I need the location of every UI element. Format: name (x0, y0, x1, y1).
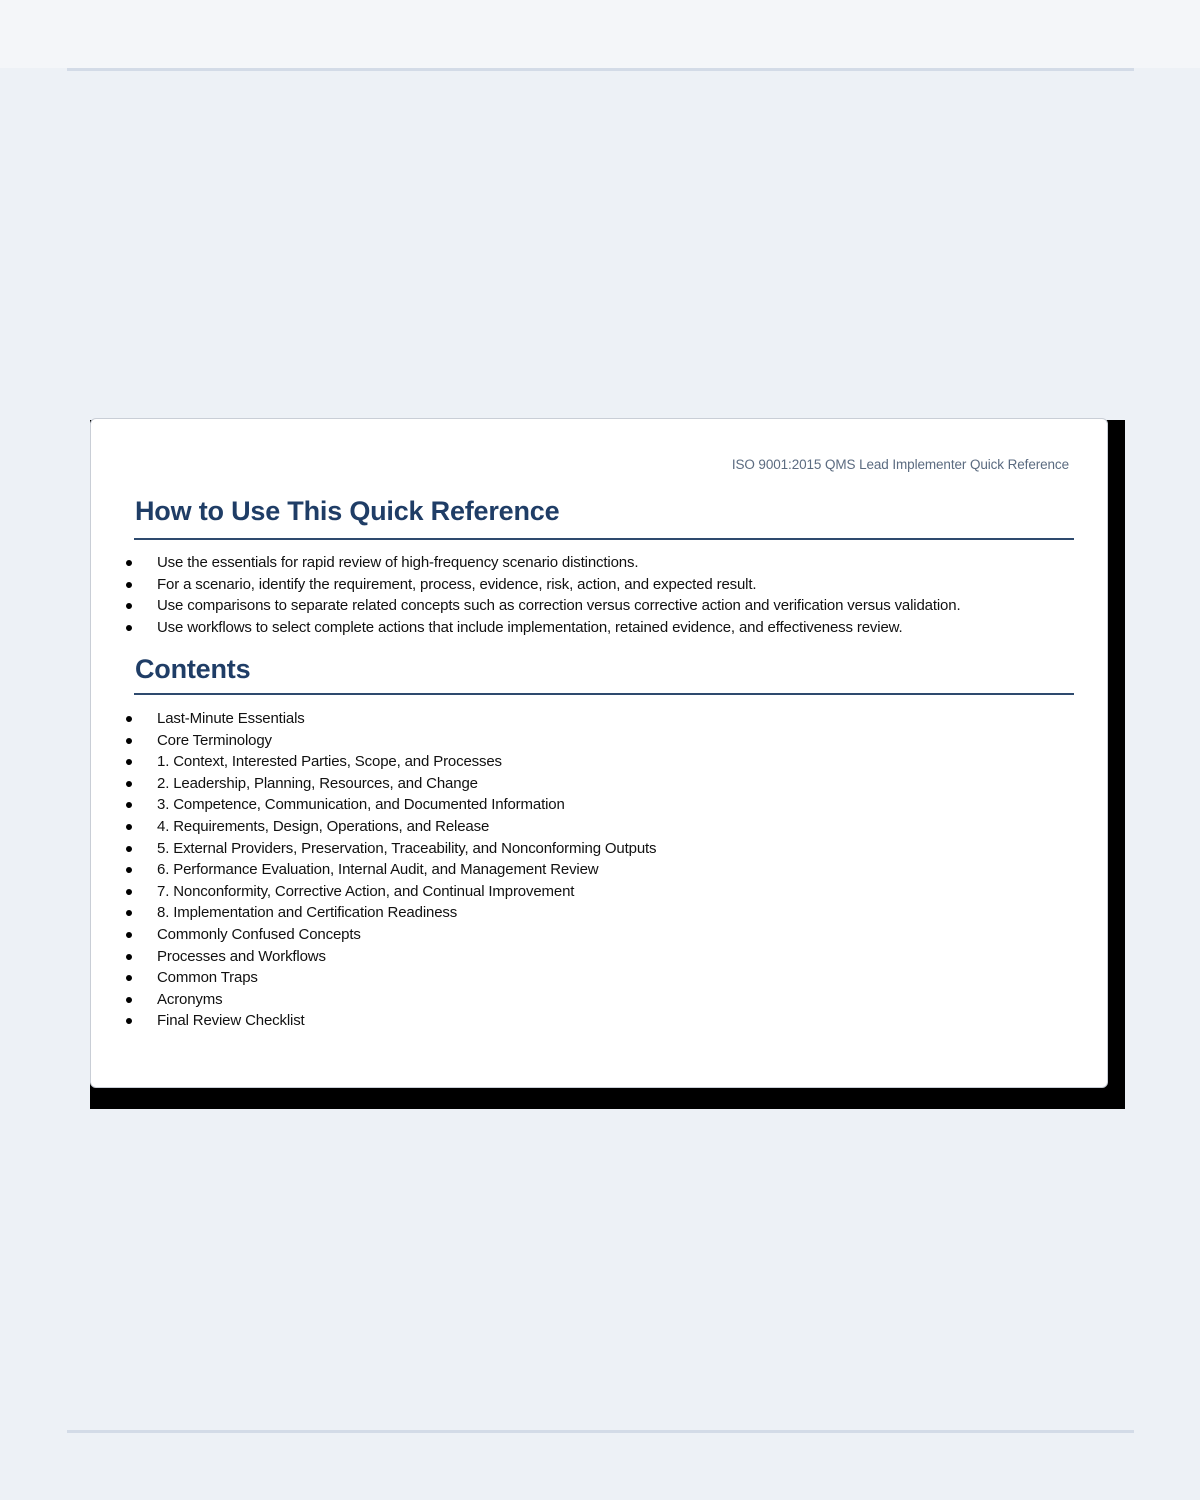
bullet-icon (126, 560, 132, 566)
bullet-icon (126, 867, 132, 873)
how-to-use-item-text: Use workflows to select complete actions that include implementation, retained evidence, and effectiveness review. (157, 618, 903, 636)
document-page (90, 418, 1108, 1088)
contents-item-text: Commonly Confused Concepts (157, 925, 361, 943)
bullet-icon (126, 910, 132, 916)
contents-item[interactable] (91, 881, 656, 903)
how-to-use-item (91, 552, 960, 574)
contents-item-text: Acronyms (157, 990, 223, 1008)
bottom-divider (67, 1430, 1134, 1433)
contents-item[interactable] (91, 989, 656, 1011)
contents-item-text: 5. External Providers, Preservation, Traceability, and Nonconforming Outputs (157, 839, 657, 857)
bullet-icon (126, 759, 132, 765)
contents-item[interactable] (91, 708, 656, 730)
bullet-icon (126, 954, 132, 960)
contents-item-text: Last-Minute Essentials (157, 710, 305, 727)
contents-item[interactable] (91, 773, 656, 795)
contents-heading-rule (134, 693, 1074, 695)
contents-item-text: 4. Requirements, Design, Operations, and Release (157, 817, 490, 835)
viewer-top-bar (0, 0, 1200, 68)
bullet-icon (126, 824, 132, 830)
contents-item-text: Processes and Workflows (157, 947, 326, 965)
how-to-use-item (91, 595, 960, 617)
contents-list (91, 708, 656, 1032)
how-to-use-item-text: Use the essentials for rapid review of high-frequency scenario distinctions. (157, 554, 639, 571)
contents-item[interactable] (91, 902, 656, 924)
contents-item-text: 7. Nonconformity, Corrective Action, and Continual Improvement (157, 882, 575, 900)
contents-item[interactable] (91, 946, 656, 968)
contents-item[interactable] (91, 1010, 656, 1032)
how-to-use-heading-rule (134, 538, 1074, 540)
contents-item-text: Core Terminology (157, 731, 272, 749)
contents-item-text: 1. Context, Interested Parties, Scope, and Processes (157, 753, 502, 771)
bullet-icon (126, 802, 132, 808)
how-to-use-item (91, 617, 960, 639)
contents-item-text: Final Review Checklist (157, 1012, 305, 1030)
contents-item-text: 6. Performance Evaluation, Internal Audit, and Management Review (157, 861, 599, 879)
bullet-icon (126, 1018, 132, 1024)
contents-heading: Contents (135, 654, 251, 684)
bullet-icon (126, 603, 132, 609)
bullet-icon (126, 889, 132, 895)
contents-item-text: Common Traps (157, 969, 258, 987)
bullet-icon (126, 625, 132, 631)
how-to-use-heading: How to Use This Quick Reference (135, 496, 560, 526)
contents-item-text: 3. Competence, Communication, and Documented Information (157, 796, 565, 814)
top-divider (67, 68, 1134, 71)
contents-item[interactable] (91, 838, 656, 860)
contents-item[interactable] (91, 816, 656, 838)
running-header: ISO 9001:2015 QMS Lead Implementer Quick Reference (731, 457, 1069, 472)
contents-item[interactable] (91, 967, 656, 989)
contents-item[interactable] (91, 924, 656, 946)
contents-item-text: 2. Leadership, Planning, Resources, and Change (157, 774, 478, 792)
bullet-icon (126, 975, 132, 981)
bullet-icon (126, 738, 132, 744)
contents-item[interactable] (91, 751, 656, 773)
bullet-icon (126, 781, 132, 787)
how-to-use-item (91, 574, 960, 596)
how-to-use-list (91, 552, 960, 638)
contents-item[interactable] (91, 730, 656, 752)
bullet-icon (126, 932, 132, 938)
bullet-icon (126, 846, 132, 852)
bullet-icon (126, 997, 132, 1003)
contents-item-text: 8. Implementation and Certification Readiness (157, 904, 458, 922)
contents-item[interactable] (91, 859, 656, 881)
bullet-icon (126, 716, 132, 722)
bullet-icon (126, 582, 132, 588)
contents-item[interactable] (91, 794, 656, 816)
how-to-use-item-text: For a scenario, identify the requirement, process, evidence, risk, action, and expected result. (157, 575, 757, 593)
how-to-use-item-text: Use comparisons to separate related concepts such as correction versus corrective action and verification versus validation. (157, 597, 961, 615)
